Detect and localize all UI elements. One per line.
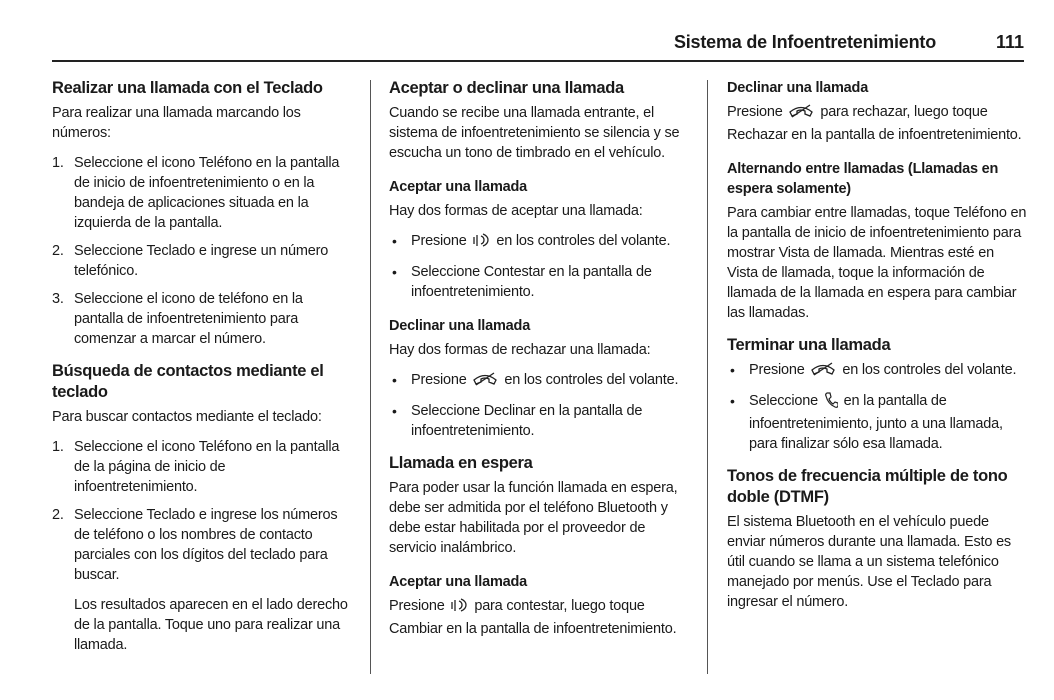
bullet-list [389, 370, 691, 441]
list-item: • Presione en los controles del volante. [727, 360, 1027, 383]
column-1 [52, 78, 352, 665]
paragraph: Hay dos formas de aceptar una llamada: [389, 203, 643, 219]
paragraph: Los resultados aparecen en el lado derecho de la pantalla. Toque uno para realizar una llamada. [74, 597, 348, 653]
paragraph: Para poder usar la función llamada en espera, debe ser admitida por el teléfono Bluetooth y debe estar habilitada por el proveedor de servicio inalámbrico. [389, 480, 678, 556]
bullet-list [727, 360, 1027, 454]
hang-up-icon [788, 103, 814, 125]
list-item: 2. Seleccione Teclado e ingrese los números de teléfono o los nombres de contacto parciales con los dígitos del teclado para buscar. [52, 507, 338, 583]
section-heading: Tonos de frecuencia múltiple de tono doble (DTMF) [727, 467, 1008, 506]
list-item: 2. Seleccione Teclado e ingrese un número telefónico. [52, 243, 329, 279]
list-item: • Seleccione en la pantalla de infoentretenimiento, junto a una llamada, para finalizar sólo esa llamada. [730, 393, 1003, 452]
subsection-heading: Declinar una llamada [389, 318, 531, 334]
section-heading: Realizar una llamada con el Teclado [52, 79, 323, 97]
column-2 [389, 78, 691, 649]
subsection-heading: Aceptar una llamada [389, 574, 528, 590]
push-to-talk-icon [472, 232, 490, 254]
column-3 [727, 78, 1027, 622]
section-heading: Aceptar o declinar una llamada [389, 79, 624, 97]
bullet-list [389, 231, 691, 302]
list-item: • Presione en los controles del volante. [389, 231, 691, 254]
hang-up-icon [810, 361, 836, 383]
list-item: • Presione en los controles del volante. [389, 370, 691, 393]
list-item: 1. Seleccione el icono Teléfono en la pantalla de la página de inicio de infoentretenimiento. [52, 439, 340, 495]
page-title: Sistema de Infoentretenimiento [673, 32, 936, 52]
hang-up-icon [472, 371, 498, 393]
numbered-list [52, 153, 352, 349]
subsection-heading: Alternando entre llamadas (Llamadas en espera solamente) [727, 161, 999, 197]
section-heading: Llamada en espera [389, 454, 533, 472]
paragraph: Para realizar una llamada marcando los números: [52, 105, 301, 141]
list-item: • Seleccione Declinar en la pantalla de infoentretenimiento. [392, 403, 643, 439]
header-rule [52, 60, 1024, 62]
list-item: 3. Seleccione el icono de teléfono en la pantalla de infoentretenimiento para comenzar a marcar el número. [52, 291, 303, 347]
section-heading: Búsqueda de contactos mediante el teclado [52, 362, 324, 401]
phone-handset-icon [824, 392, 838, 414]
paragraph: Presione para rechazar, luego toque Rechazar en la pantalla de infoentretenimiento. [727, 104, 1022, 143]
subsection-heading: Declinar una llamada [727, 80, 869, 96]
page-header [52, 30, 1024, 64]
numbered-list [52, 437, 352, 585]
paragraph: Para buscar contactos mediante el teclado: [52, 409, 322, 425]
column-divider [370, 80, 371, 674]
paragraph: Cuando se recibe una llamada entrante, el sistema de infoentretenimiento se silencia y se escucha un tono de timbrado en el vehículo. [389, 105, 680, 161]
paragraph: Presione para contestar, luego toque Cambiar en la pantalla de infoentretenimiento. [389, 598, 677, 637]
paragraph: Hay dos formas de rechazar una llamada: [389, 342, 651, 358]
column-divider [707, 80, 708, 674]
page-number: 111 [995, 32, 1024, 52]
list-item: 1. Seleccione el icono Teléfono en la pantalla de inicio de infoentretenimiento o en la bandeja de aplicaciones situada en la izquierda de la pantalla. [52, 155, 340, 231]
paragraph: El sistema Bluetooth en el vehículo puede enviar números durante una llamada. Esto es útil cuando se llama a un sistema telefónico manejado por menús. Use el Teclado para ingresar el número. [727, 514, 1011, 610]
section-heading: Terminar una llamada [727, 336, 891, 354]
subsection-heading: Aceptar una llamada [389, 179, 528, 195]
paragraph: Para cambiar entre llamadas, toque Teléfono en la pantalla de inicio de infoentretenimiento para mostrar Vista de llamada. Mientras esté en Vista de llamada, toque la información de llamada de la llamada en espera para cambiar las llamadas. [727, 205, 1027, 321]
list-item: • Seleccione Contestar en la pantalla de infoentretenimiento. [392, 264, 652, 300]
push-to-talk-icon [450, 597, 468, 619]
